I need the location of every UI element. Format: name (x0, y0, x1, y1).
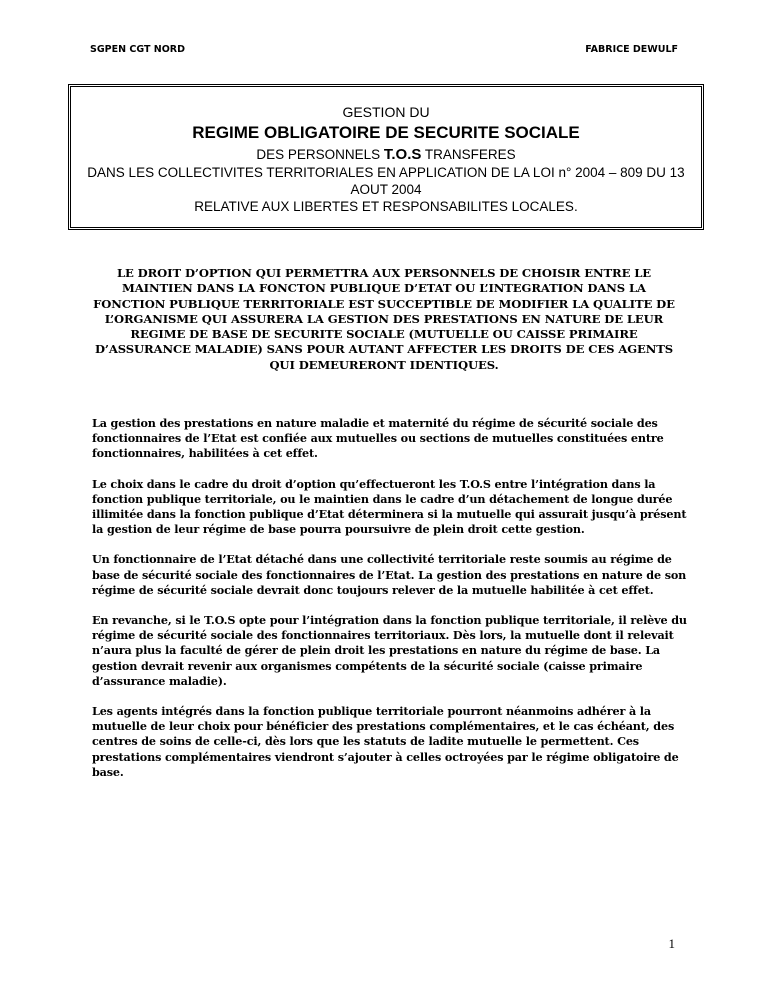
header-right-text: FABRICE DEWULF (585, 44, 678, 55)
title-box (68, 84, 704, 230)
paragraph-2: Le choix dans le cadre du droit d’option qu’effectueront les T.O.S entre l’intégration dans la fonction publique territoriale, ou le maintien dans le cadre d’un détachement de longue durée illimitée dans la fonction publique d’Etat déterminera si la mutuelle qui assurait jusqu’à présent la gestion de leur régime de base pourra poursuivre de plein droit cette gestion. (92, 476, 687, 537)
title-line-5: RELATIVE AUX LIBERTES ET RESPONSABILITES LOCALES. (194, 199, 578, 214)
intro-statement: LE DROIT D’OPTION QUI PERMETTRA AUX PERSONNELS DE CHOISIR ENTRE LE MAINTIEN DANS LA FONCTON PUBLIQUE D’ETAT OU L’INTEGRATION DANS LA FONCTION PUBLIQUE TERRITORIALE EST SUCCEPTIBLE DE MODIFIER LA QUALITE DE L’ORGANISME QUI ASSURERA LA GESTION DES PRESTATIONS EN NATURE DE LEUR REGIME DE BASE DE SECURITE SOCIALE (MUTUELLE OU CAISSE PRIMAIRE D’ASSURANCE MALADIE) SANS POUR AUTANT AFFECTER LES DROITS DE CES AGENTS QUI DEMEURERONT IDENTIQUES. (93, 266, 675, 372)
title-line-4: DANS LES COLLECTIVITES TERRITORIALES EN APPLICATION DE LA LOI n° 2004 – 809 DU 13 AOUT 2004 (87, 165, 685, 197)
page-number: 1 (668, 936, 675, 951)
paragraph-4: En revanche, si le T.O.S opte pour l’intégration dans la fonction publique territoriale, il relève du régime de sécurité sociale des fonctionnaires territoriaux. Dès lors, la mutuelle dont il relevait n’aura plus la faculté de gérer de plein droit les prestations en nature du régime de base. La gestion devrait revenir aux organismes compétents de la sécurité sociale (caisse primaire d’assurance maladie). (92, 613, 687, 688)
header-left-text: SGPEN CGT NORD (90, 44, 185, 55)
title-line-3 (71, 146, 701, 164)
title-line-1: GESTION DU (342, 104, 430, 120)
title-line-3-post: TRANSFERES (421, 147, 516, 162)
body-text (92, 416, 688, 795)
document-title: REGIME OBLIGATOIRE DE SECURITE SOCIALE (192, 123, 580, 142)
title-line-3-bold: T.O.S (383, 146, 422, 163)
paragraph-5: Les agents intégrés dans la fonction publique territoriale pourront néanmoins adhérer à la mutuelle de leur choix pour bénéficier des prestations complémentaires, et le cas échéant, des centres de soins de celle-ci, dès lors que les statuts de ladite mutuelle le permettent. Ces prestations complémentaires viendront s’ajouter à celles octroyées par le régime obligatoire de base. (92, 704, 679, 779)
title-line-3-pre: DES PERSONNELS (256, 147, 384, 162)
paragraph-1: La gestion des prestations en nature maladie et maternité du régime de sécurité sociale des fonctionnaires de l’Etat est confiée aux mutuelles ou sections de mutuelles constituées entre fonctionnaires, habilitées à cet effet. (92, 416, 664, 461)
paragraph-3: Un fonctionnaire de l’Etat détaché dans une collectivité territoriale reste soumis au régime de base de sécurité sociale des fonctionnaires de l’Etat. La gestion des prestations en nature de son régime de sécurité sociale devrait donc toujours relever de la mutuelle habilitée à cet effet. (92, 552, 687, 597)
